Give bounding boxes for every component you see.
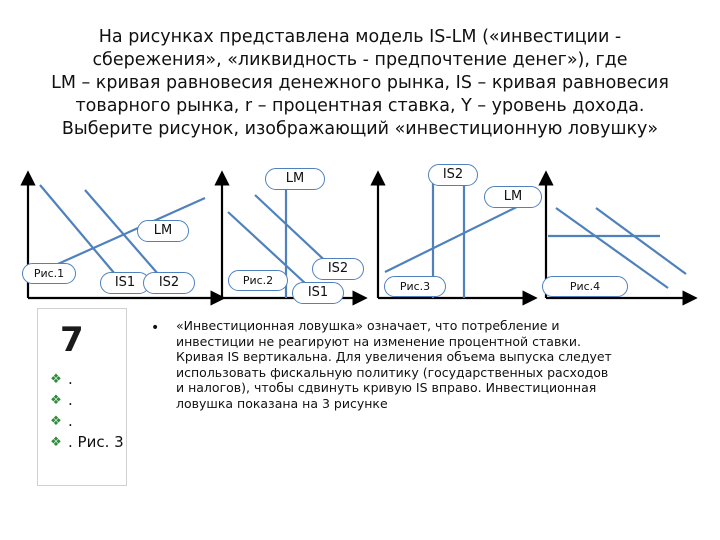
answer-option[interactable]: [48, 432, 124, 453]
option-text: . Рис. 3: [68, 433, 124, 451]
fig2-is1-label: IS1: [292, 282, 344, 304]
diamond-bullet-icon: ❖: [50, 393, 62, 408]
fig1-caption: Рис.1: [22, 263, 76, 284]
title-line: сбережения», «ликвидность - предпочтение денег»), где: [92, 50, 628, 70]
title-line: Выберите рисунок, изображающий «инвестиционную ловушку»: [61, 119, 659, 139]
fig4-caption: Рис.4: [542, 276, 628, 297]
title-line: товарного рынка, r – процентная ставка, Y – уровень дохода.: [75, 96, 645, 116]
answer-number: 7: [60, 320, 84, 360]
explanation-line: ловушка показана на 3 рисунке: [176, 395, 388, 411]
fig4-is2-curve: [596, 208, 686, 274]
explanation-line: инвестиции не реагируют на изменение процентной ставки.: [176, 333, 581, 349]
fig3-is2-label: IS2: [428, 164, 478, 186]
diamond-bullet-icon: ❖: [50, 435, 62, 450]
explanation-line: Кривая IS вертикальна. Для увеличения объема выпуска следует: [176, 349, 612, 364]
option-text: .: [68, 391, 73, 409]
diamond-bullet-icon: ❖: [50, 372, 62, 387]
answer-option[interactable]: [48, 390, 124, 411]
bullet-icon: •: [151, 320, 160, 336]
explanation-text: [176, 318, 696, 411]
explanation-line: «Инвестиционная ловушка» означает, что потребление и: [176, 318, 560, 333]
explanation-line: использовать фискальную политику (государственных расходов: [176, 364, 609, 380]
fig1-is1-label: IS1: [100, 272, 150, 294]
fig3-caption: Рис.3: [384, 276, 446, 297]
fig3-lm-label: LM: [265, 168, 325, 190]
title-line: LM – кривая равновесия денежного рынка, IS – кривая равновесия: [51, 73, 669, 93]
answer-options: [48, 369, 124, 453]
fig4-lm-label: LM: [484, 186, 542, 208]
option-text: .: [68, 412, 73, 430]
fig1-lm-label: LM: [137, 220, 189, 242]
fig3-lm-curve: [385, 198, 535, 272]
title-line: На рисунках представлена модель IS-LM («инвестиции -: [98, 27, 622, 47]
answer-option[interactable]: [48, 411, 124, 432]
explanation-line: и налогов), чтобы сдвинуть кривую IS вправо. Инвестиционная: [176, 380, 597, 395]
answer-option[interactable]: [48, 369, 124, 390]
fig2-caption: Рис.2: [228, 270, 288, 291]
diamond-bullet-icon: ❖: [50, 414, 62, 429]
option-text: .: [68, 370, 73, 388]
fig2-is2-label: IS2: [312, 258, 364, 280]
fig1-is2-label: IS2: [143, 272, 195, 294]
